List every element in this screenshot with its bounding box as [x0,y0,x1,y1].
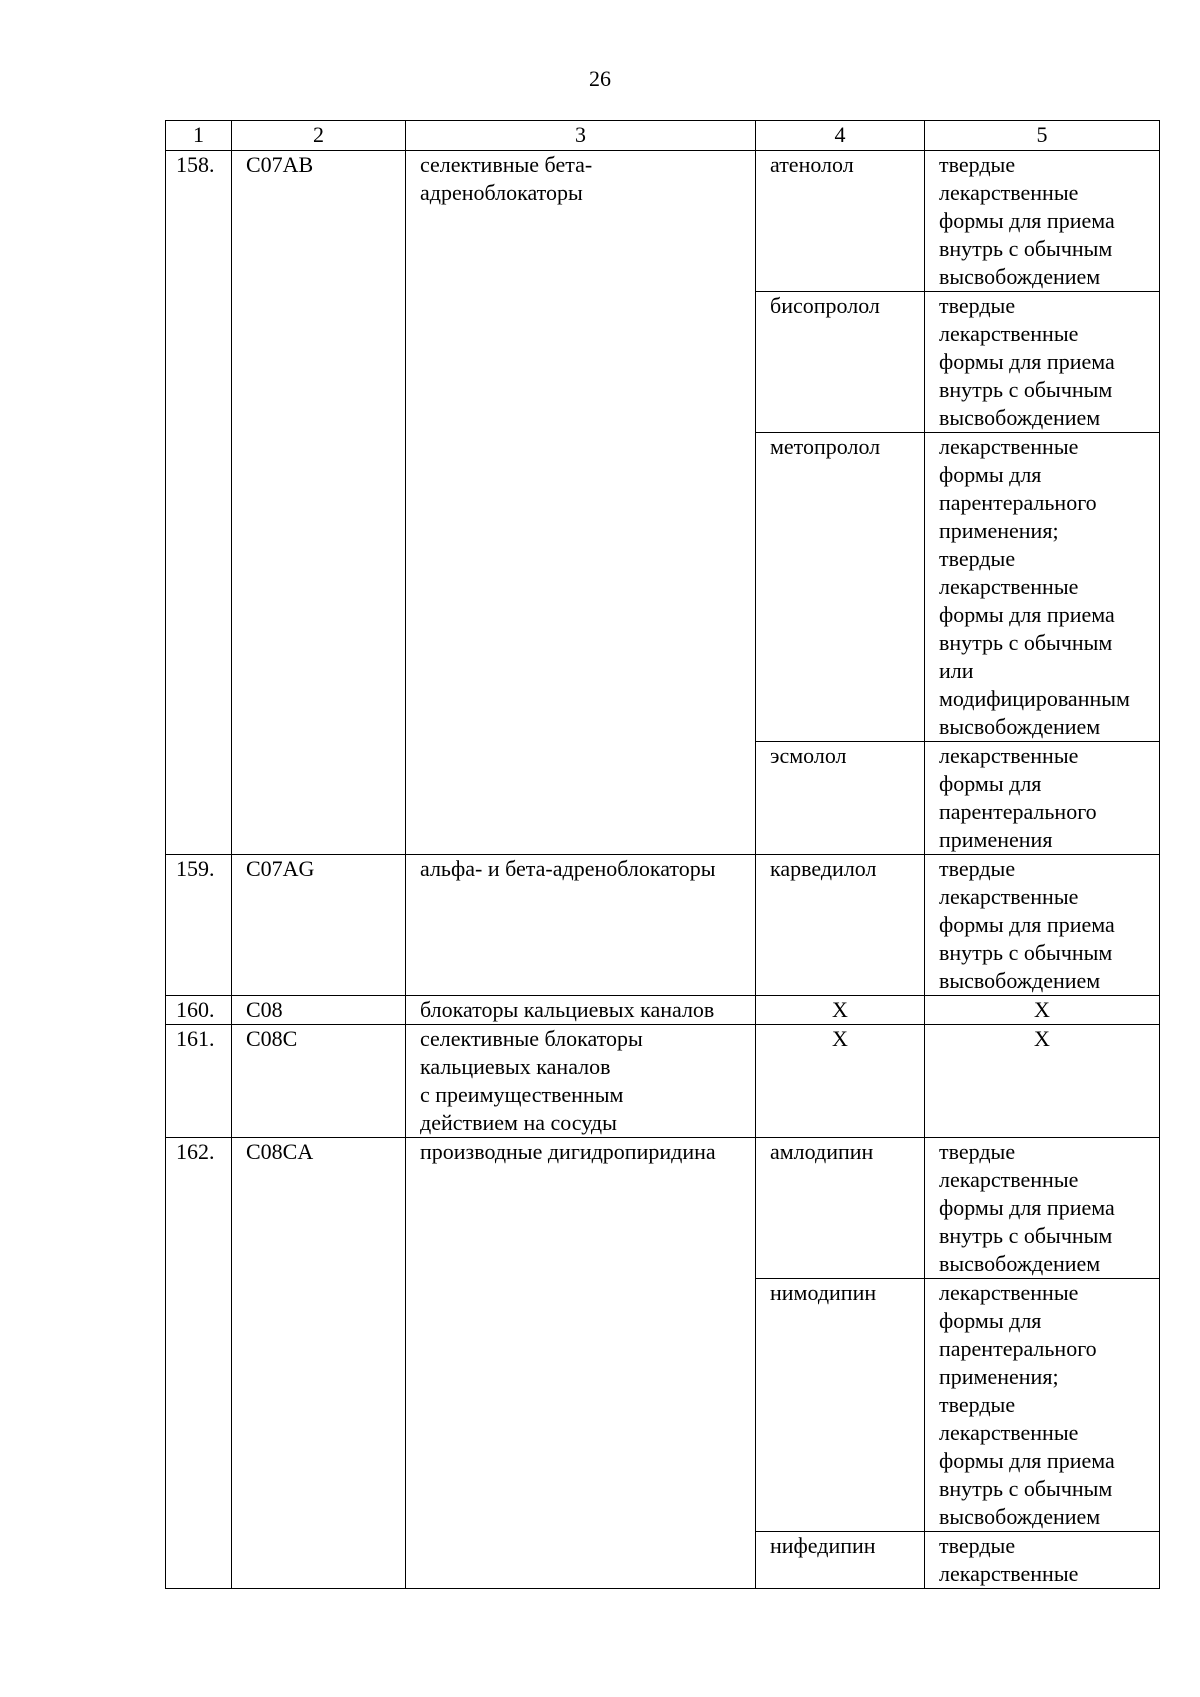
column-header: 1 [166,121,232,151]
row-number-cell: 158. [166,151,232,855]
drug-class-cell: производные дигидропиридина [406,1138,756,1589]
dosage-form-cell: лекарственные формы для парентерального применения; твердые лекарственные формы для приема внутрь с обычным или модифицированным высвобождением [925,433,1160,742]
drug-class-cell: блокаторы кальциевых каналов [406,996,756,1025]
table-row [166,855,1160,996]
dosage-form-cell: твердые лекарственные формы для приема внутрь с обычным высвобождением [925,855,1160,996]
dosage-form-cell: твердые лекарственные формы для приема внутрь с обычным высвобождением [925,151,1160,292]
atc-code-cell: C07AB [232,151,406,855]
column-header: 2 [232,121,406,151]
table-row [166,1138,1160,1279]
column-header: 4 [756,121,925,151]
table-row [166,1025,1160,1138]
drug-name-cell: эсмолол [756,742,925,855]
page-number: 26 [589,66,611,91]
drug-name-cell: амлодипин [756,1138,925,1279]
dosage-form-cell: лекарственные формы для парентерального применения [925,742,1160,855]
column-header: 3 [406,121,756,151]
drug-name-cell: бисопролол [756,292,925,433]
drug-table [165,120,1160,1589]
atc-code-cell: C08C [232,1025,406,1138]
atc-code-cell: C08 [232,996,406,1025]
drug-class-cell: селективные блокаторы кальциевых каналов с преимущественным действием на сосуды [406,1025,756,1138]
header-row [166,121,1160,151]
row-number-cell: 161. [166,1025,232,1138]
dosage-form-cell: твердые лекарственные формы для приема внутрь с обычным высвобождением [925,292,1160,433]
drug-name-cell: карведилол [756,855,925,996]
drug-name-cell: атенолол [756,151,925,292]
atc-code-cell: C07AG [232,855,406,996]
row-number-cell: 160. [166,996,232,1025]
column-header: 5 [925,121,1160,151]
drug-name-cell: нимодипин [756,1279,925,1532]
dosage-form-cell: твердые лекарственные формы для приема внутрь с обычным высвобождением [925,1138,1160,1279]
drug-name-cell: метопролол [756,433,925,742]
drug-name-cell: X [756,996,925,1025]
drug-name-cell: нифедипин [756,1532,925,1589]
row-number-cell: 162. [166,1138,232,1589]
atc-code-cell: C08CA [232,1138,406,1589]
drug-name-cell: X [756,1025,925,1138]
dosage-form-cell: X [925,996,1160,1025]
dosage-form-cell: X [925,1025,1160,1138]
drug-class-cell: селективные бета- адреноблокаторы [406,151,756,855]
dosage-form-cell: твердые лекарственные [925,1532,1160,1589]
table-body [166,121,1160,1589]
drug-class-cell: альфа- и бета-адреноблокаторы [406,855,756,996]
dosage-form-cell: лекарственные формы для парентерального применения; твердые лекарственные формы для приема внутрь с обычным высвобождением [925,1279,1160,1532]
row-number-cell: 159. [166,855,232,996]
table-row [166,151,1160,292]
table-row [166,996,1160,1025]
